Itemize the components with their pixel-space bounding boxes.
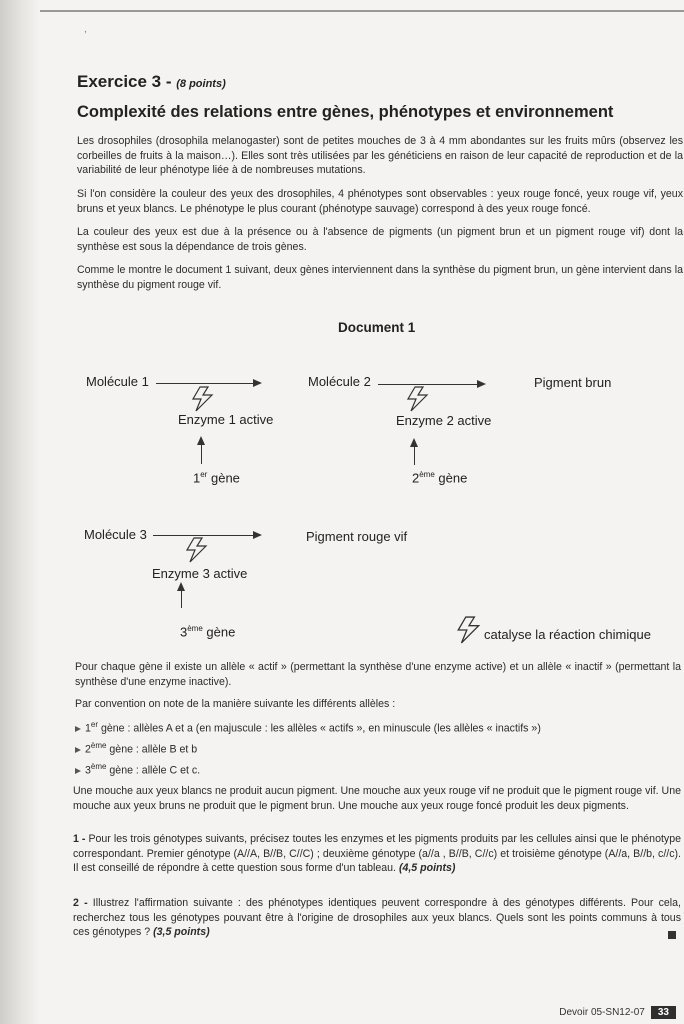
enzyme-1-label: Enzyme 1 active [178, 412, 274, 427]
reaction-arrow-3 [153, 535, 260, 536]
molecule-1-label: Molécule 1 [86, 374, 149, 389]
lightning-bolt-icon [407, 386, 429, 412]
footer-code: Devoir 05-SN12-07 [559, 1007, 645, 1018]
pigment-rouge-vif-label: Pigment rouge vif [306, 529, 408, 544]
up-arrow-gene-1 [201, 438, 202, 464]
exercise-points: (8 points) [176, 78, 226, 90]
page-number: 33 [651, 1006, 676, 1019]
exercise-title: Exercice 3 - (8 points) [77, 72, 226, 91]
convention-line: Par convention on note de la manière suivante les différents allèles : [75, 698, 396, 710]
gene-3-label: 3ème gène [180, 624, 236, 640]
triangle-bullet-icon [75, 747, 81, 753]
molecule-3-label: Molécule 3 [84, 527, 147, 542]
page-binding-shadow [0, 0, 40, 1024]
reaction-arrow-2 [378, 384, 484, 385]
triangle-bullet-icon [75, 726, 81, 732]
stray-mark: , [84, 24, 87, 35]
intro-paragraph-2: Si l'on considère la couleur des yeux des drosophiles, 4 phénotypes sont observables : yeux rouge foncé, yeux rouge vif, yeux bruns et yeux blancs. Le phénotype le plus courant (phénotype sauvage) correspond à des yeux rouge foncé. [77, 188, 683, 215]
exercise-subtitle: Complexité des relations entre gènes, phénotypes et environnement [77, 103, 614, 121]
up-arrow-gene-3 [181, 584, 182, 608]
top-rule [40, 10, 684, 12]
allele-list-item-2: 2ème gène : allèle B et b [75, 739, 197, 757]
legend-label: catalyse la réaction chimique [484, 627, 651, 642]
gene-2-label: 2ème gène [412, 470, 468, 486]
pigments-paragraph: Une mouche aux yeux blancs ne produit aucun pigment. Une mouche aux yeux rouge vif ne produit que le pigment rouge vif. Une mouche aux yeux bruns ne produit que le pigment brun. Une mouche aux yeux rouge foncé produit les deux pigments. [73, 785, 681, 812]
question-1: 1 - Pour les trois génotypes suivants, précisez toutes les enzymes et les pigments produits par les cellules ainsi que le phénotype correspondant. Premier génotype (A//A, B//B, C//C) ; deuxième génotype (a//a , B//B, C//c) et troisième génotype (A//a, B//b, c//c). Il est conseillé de répondre à cette question sous forme d'un tableau. (4,5 points) [73, 833, 681, 874]
intro-paragraph-1: Les drosophiles (drosophila melanogaster) sont de petites mouches de 3 à 4 mm abondantes sur les fruits mûrs (observez les corbeilles de fruits à la maison…). Elles sont très utilisées par les généticiens en raison de leur capacité de reproduction et de la variabilité de leur phénotype liée à de nombreuses mutations. [77, 135, 683, 176]
enzyme-2-label: Enzyme 2 active [396, 413, 492, 428]
up-arrow-gene-2 [414, 440, 415, 465]
triangle-bullet-icon [75, 768, 81, 774]
intro-paragraph-3: La couleur des yeux est due à la présence ou à l'absence de pigments (un pigment brun et un pigment rouge vif) dont la synthèse est sous la dépendance de trois gènes. [77, 226, 683, 253]
molecule-2-label: Molécule 2 [308, 374, 371, 389]
gene-1-label: 1er gène [193, 470, 240, 486]
lightning-bolt-icon [192, 386, 214, 412]
document-title: Document 1 [338, 320, 416, 335]
allele-list-item-3: 3ème gène : allèle C et c. [75, 760, 200, 778]
pigment-brun-label: Pigment brun [534, 375, 612, 390]
enzyme-3-label: Enzyme 3 active [152, 566, 248, 581]
reaction-arrow-1 [156, 383, 260, 384]
lightning-bolt-icon [186, 537, 208, 563]
lightning-bolt-icon [456, 616, 482, 644]
allele-paragraph: Pour chaque gène il existe un allèle « actif » (permettant la synthèse d'une enzyme active) et un allèle « inactif » (permettant la synthèse d'une enzyme inactive). [75, 661, 681, 688]
allele-list-item-1: 1er gène : allèles A et a (en majuscule : les allèles « actifs », en minuscule (les allèles « inactifs ») [75, 718, 541, 736]
intro-paragraph-4: Comme le montre le document 1 suivant, deux gènes interviennent dans la synthèse du pigment brun, un gène intervient dans la synthèse du pigment rouge vif. [77, 264, 683, 291]
page-footer [559, 1006, 676, 1019]
end-square-icon [668, 931, 676, 939]
question-2: 2 - Illustrez l'affirmation suivante : des phénotypes identiques peuvent correspondre à des génotypes différents. Pour cela, recherchez tous les génotypes pouvant être à l'origine de drosophiles aux yeux blancs. Quels sont les points communs à tous ces génotypes ? (3,5 points) [73, 897, 681, 938]
